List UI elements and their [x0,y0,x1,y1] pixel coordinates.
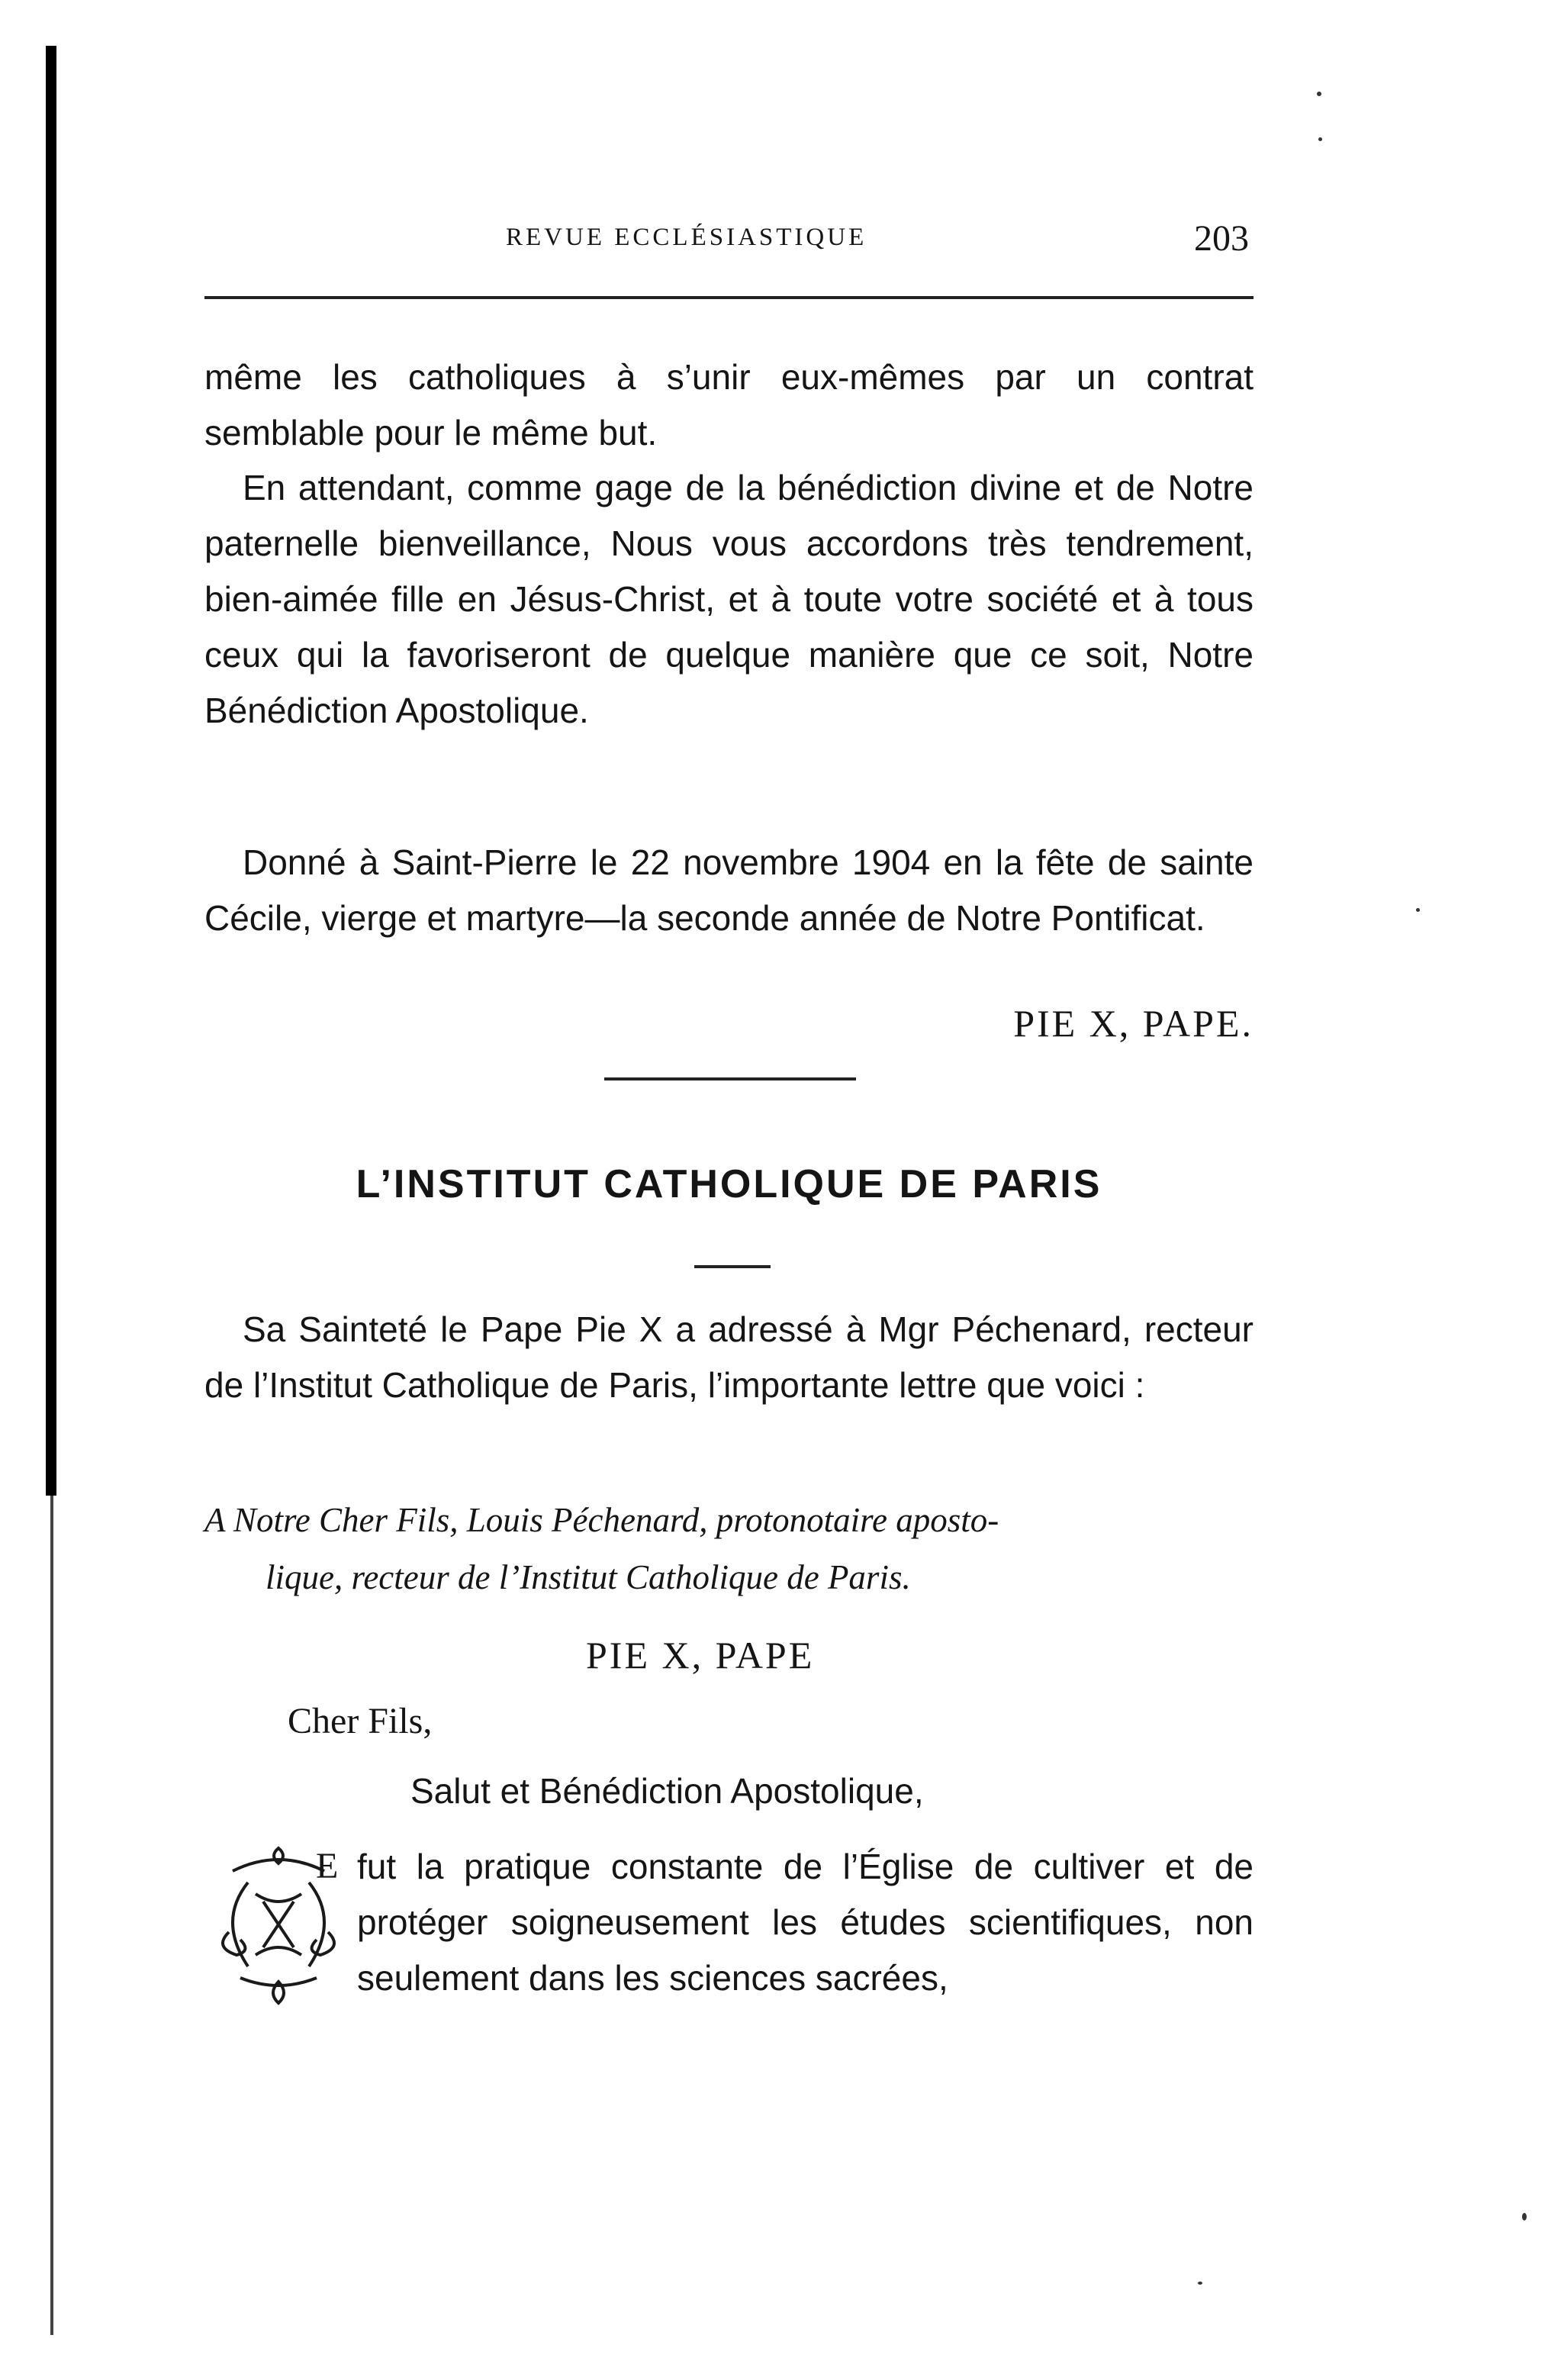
letter-body [357,1839,1254,2006]
header-rule [204,296,1254,299]
print-speck [1318,137,1322,141]
address-line: A Notre Cher Fils, Louis Péchenard, protonotaire aposto- [204,1501,999,1539]
drop-initial: E [316,1846,339,1886]
address-line: lique, recteur de l’Institut Catholique de Paris. [266,1558,911,1596]
paragraph: fut la pratique constante de l’Église de cultiver et de protéger soigneusement les études scientifiques, non seulement dans les sciences sacrées, [357,1847,1254,1998]
print-speck [1522,2213,1527,2221]
title-rule [694,1265,771,1268]
paragraph: En attendant, comme gage de la bénédiction divine et de Notre paternelle bienveillance, Nous vous accordons très tendrement, bien-aimée fille en Jésus-Christ, et à toute votre société et à tous ceux qui la favoriseront de quelque manière que ce soit, Notre Bénédiction Apostolique. [204,468,1254,730]
print-speck [1416,908,1420,912]
text-block [204,1302,1254,1413]
section-divider [604,1077,856,1081]
signature: PIE X, PAPE. [1013,1002,1254,1045]
letter-address [204,1492,1254,1606]
paragraph: même les catholiques à s’unir eux-mêmes par un contrat semblable pour le même but. [204,357,1254,452]
text-block [204,349,1254,461]
greeting: Salut et Bénédiction Apostolique, [410,1771,924,1811]
text-block [204,835,1254,946]
section-title: L’INSTITUT CATHOLIQUE DE PARIS [356,1162,1102,1206]
text-block [204,460,1254,739]
letter-signature: PIE X, PAPE [586,1634,815,1676]
page-header [204,217,1254,263]
salutation: Cher Fils, [288,1701,433,1741]
paragraph: Donné à Saint-Pierre le 22 novembre 1904 en la fête de sainte Cécile, vierge et martyre—la seconde année de Notre Pontificat. [204,842,1254,938]
page-number: 203 [1194,218,1249,259]
binding-edge [46,46,56,1496]
print-speck [1317,92,1321,96]
running-title: REVUE ECCLÉSIASTIQUE [506,224,867,251]
binding-edge-lower [50,1496,53,2335]
print-speck [1198,2282,1202,2285]
paragraph: Sa Sainteté le Pape Pie X a adressé à Mgr Péchenard, recteur de l’Institut Catholique de Paris, l’importante lettre que voici : [204,1309,1254,1405]
